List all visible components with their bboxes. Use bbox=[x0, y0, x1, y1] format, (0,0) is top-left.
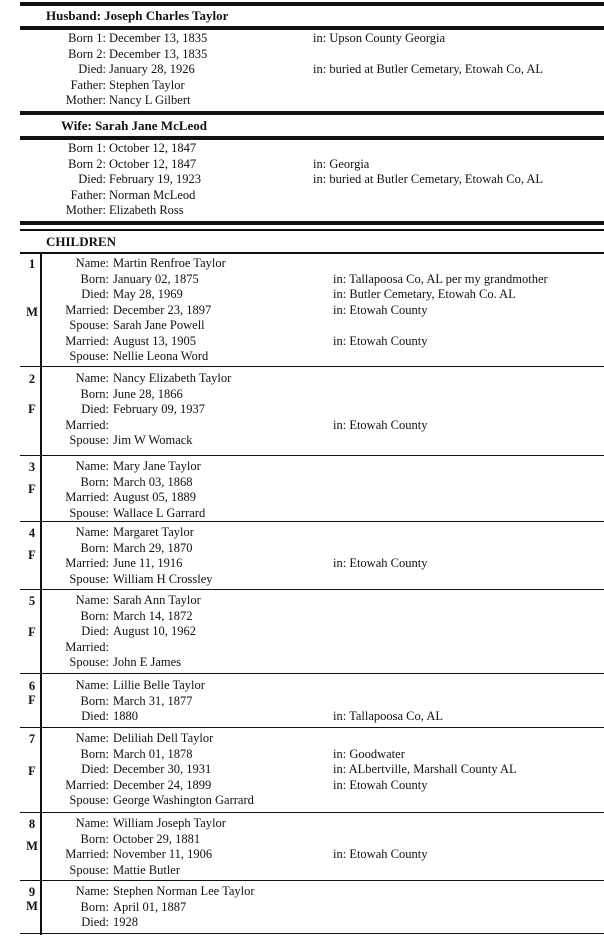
fact-row bbox=[20, 272, 604, 288]
fact-value: Nancy Elizabeth Taylor bbox=[113, 371, 232, 385]
fact-row bbox=[0, 31, 604, 47]
fact-row bbox=[20, 556, 604, 572]
fact-row bbox=[20, 303, 604, 319]
fact-label: Died: bbox=[81, 762, 109, 776]
fact-value: May 28, 1969 bbox=[113, 287, 183, 301]
fact-value: Mary Jane Taylor bbox=[113, 459, 201, 473]
child-entry bbox=[20, 813, 604, 881]
fact-row bbox=[20, 847, 604, 863]
fact-row bbox=[20, 402, 604, 418]
fact-row bbox=[20, 816, 604, 832]
child-entry bbox=[20, 675, 604, 728]
fact-value: August 13, 1905 bbox=[113, 333, 196, 348]
fact-place: in: Tallapoosa Co, AL per my grandmother bbox=[333, 271, 548, 286]
fact-place: in: Etowah County bbox=[333, 302, 428, 317]
fact-label: Married: bbox=[65, 777, 109, 792]
fact-value: August 05, 1889 bbox=[113, 490, 196, 504]
fact-label: Name: bbox=[75, 884, 109, 898]
fact-label: Name: bbox=[75, 371, 109, 385]
fact-label: Spouse: bbox=[69, 793, 109, 807]
fact-row bbox=[20, 640, 604, 656]
fact-label: Died: bbox=[78, 172, 106, 186]
fact-row bbox=[20, 678, 604, 694]
fact-row bbox=[20, 459, 604, 475]
fact-row bbox=[20, 490, 604, 506]
husband-name: Joseph Charles Taylor bbox=[104, 8, 229, 23]
fact-row bbox=[20, 609, 604, 625]
fact-place: in: Etowah County bbox=[333, 847, 428, 861]
fact-value: June 11, 1916 bbox=[113, 556, 183, 570]
fact-value: William H Crossley bbox=[113, 571, 213, 586]
fact-row bbox=[20, 541, 604, 557]
fact-row bbox=[0, 47, 604, 63]
fact-label: Born: bbox=[80, 386, 109, 401]
fact-row bbox=[20, 900, 604, 916]
fact-row bbox=[20, 694, 604, 710]
fact-label: Name: bbox=[75, 816, 109, 830]
wife-name: Sarah Jane McLeod bbox=[95, 118, 208, 133]
fact-place: in: ALbertville, Marshall County AL bbox=[333, 762, 517, 776]
fact-label: Married: bbox=[65, 639, 109, 654]
fact-row bbox=[20, 731, 604, 747]
fact-label: Spouse: bbox=[69, 862, 109, 877]
child-entry bbox=[20, 253, 604, 367]
fact-label: Born: bbox=[80, 746, 109, 761]
child-number: 4 bbox=[28, 526, 36, 540]
fact-value: Sarah Jane Powell bbox=[113, 318, 205, 332]
fact-value: March 14, 1872 bbox=[113, 608, 193, 623]
fact-place: in: Georgia bbox=[313, 156, 370, 171]
fact-place: in: Butler Cemetary, Etowah Co. AL bbox=[333, 287, 516, 301]
fact-row bbox=[20, 655, 604, 671]
fact-label: Spouse: bbox=[69, 349, 109, 363]
fact-place: in: Etowah County bbox=[333, 333, 428, 348]
section-rule bbox=[20, 136, 604, 140]
fact-value: 1928 bbox=[113, 915, 138, 929]
child-sex: M bbox=[26, 305, 38, 319]
fact-place: in: Goodwater bbox=[333, 746, 405, 761]
fact-row bbox=[0, 172, 604, 188]
fact-label: Spouse: bbox=[69, 433, 109, 447]
fact-value: June 28, 1866 bbox=[113, 386, 183, 401]
fact-row bbox=[0, 78, 604, 94]
fact-label: Died: bbox=[81, 915, 109, 929]
fact-label: Spouse: bbox=[69, 505, 109, 520]
fact-value: March 29, 1870 bbox=[113, 540, 193, 555]
fact-value: Stephen Taylor bbox=[109, 77, 185, 92]
fact-value: January 28, 1926 bbox=[109, 62, 195, 76]
wife-header bbox=[61, 118, 207, 134]
fact-row bbox=[20, 884, 604, 900]
fact-value: March 03, 1868 bbox=[113, 474, 193, 489]
child-sex: F bbox=[28, 693, 36, 707]
fact-value: Lillie Belle Taylor bbox=[113, 678, 205, 692]
child-sex: F bbox=[28, 402, 36, 416]
husband-header bbox=[46, 8, 228, 24]
wife-header-label: Wife: bbox=[61, 118, 92, 133]
fact-row bbox=[0, 62, 604, 78]
fact-label: Mother: bbox=[65, 203, 106, 217]
fact-value: Wallace L Garrard bbox=[113, 505, 206, 520]
child-number: 6 bbox=[28, 679, 36, 693]
fact-row bbox=[20, 371, 604, 387]
child-sex: M bbox=[26, 899, 38, 913]
fact-row bbox=[20, 287, 604, 303]
fact-label: Married: bbox=[65, 847, 109, 861]
fact-place: in: Etowah County bbox=[333, 556, 428, 570]
section-rule bbox=[20, 221, 604, 225]
fact-label: Died: bbox=[81, 287, 109, 301]
fact-value: April 01, 1887 bbox=[113, 899, 187, 914]
fact-label: Married: bbox=[65, 333, 109, 348]
fact-value: January 02, 1875 bbox=[113, 271, 199, 286]
fact-row bbox=[20, 593, 604, 609]
fact-place: in: Etowah County bbox=[333, 777, 428, 792]
fact-value: Norman McLeod bbox=[109, 187, 196, 202]
fact-value: November 11, 1906 bbox=[113, 847, 213, 861]
fact-row bbox=[20, 506, 604, 522]
fact-label: Mother: bbox=[65, 93, 106, 107]
fact-value: December 23, 1897 bbox=[113, 302, 212, 317]
child-number: 8 bbox=[28, 817, 36, 831]
section-rule bbox=[20, 2, 604, 6]
fact-row bbox=[20, 318, 604, 334]
fact-value: October 29, 1881 bbox=[113, 831, 201, 846]
fact-label: Married: bbox=[65, 556, 109, 570]
child-sex: F bbox=[28, 482, 36, 496]
child-number: 3 bbox=[28, 460, 36, 474]
child-sex: F bbox=[28, 625, 36, 639]
fact-row bbox=[0, 93, 604, 109]
fact-row bbox=[0, 141, 604, 157]
fact-value: Nellie Leona Word bbox=[113, 349, 209, 363]
fact-label: Born 1: bbox=[68, 141, 106, 155]
child-entry bbox=[20, 590, 604, 674]
child-number: 2 bbox=[28, 372, 36, 386]
child-entry bbox=[20, 728, 604, 813]
fact-row bbox=[20, 778, 604, 794]
fact-value: Jim W Womack bbox=[113, 433, 193, 447]
fact-place: in: Etowah County bbox=[333, 417, 428, 432]
fact-value: Martin Renfroe Taylor bbox=[113, 256, 226, 270]
fact-label: Name: bbox=[75, 731, 109, 745]
fact-label: Died: bbox=[81, 402, 109, 416]
fact-place: in: buried at Butler Cemetary, Etowah Co, AL bbox=[313, 172, 544, 186]
child-number: 9 bbox=[28, 885, 36, 899]
fact-value: George Washington Garrard bbox=[113, 793, 254, 807]
fact-label: Father: bbox=[70, 187, 106, 202]
fact-row bbox=[20, 747, 604, 763]
fact-label: Born: bbox=[80, 271, 109, 286]
fact-value: Sarah Ann Taylor bbox=[113, 593, 201, 607]
fact-label: Died: bbox=[81, 624, 109, 638]
fact-label: Married: bbox=[65, 490, 109, 504]
fact-row bbox=[20, 433, 604, 449]
fact-value: 1880 bbox=[113, 709, 138, 723]
fact-place: in: Upson County Georgia bbox=[313, 31, 446, 45]
fact-label: Name: bbox=[75, 525, 109, 539]
fact-row bbox=[20, 475, 604, 491]
fact-label: Father: bbox=[70, 77, 106, 92]
fact-row bbox=[0, 188, 604, 204]
fact-label: Born: bbox=[80, 831, 109, 846]
fact-place: in: buried at Butler Cemetary, Etowah Co, AL bbox=[313, 62, 544, 76]
fact-value: February 19, 1923 bbox=[109, 172, 201, 186]
child-entry bbox=[20, 368, 604, 456]
fact-value: William Joseph Taylor bbox=[113, 816, 226, 830]
fact-label: Born: bbox=[80, 474, 109, 489]
fact-label: Married: bbox=[65, 417, 109, 432]
fact-label: Name: bbox=[75, 678, 109, 692]
child-entry bbox=[20, 456, 604, 522]
fact-value: December 13, 1835 bbox=[109, 46, 208, 61]
section-rule bbox=[20, 229, 604, 231]
child-number: 1 bbox=[28, 257, 36, 271]
fact-row bbox=[20, 624, 604, 640]
fact-value: October 12, 1847 bbox=[109, 156, 197, 171]
fact-value: Deliliah Dell Taylor bbox=[113, 731, 214, 745]
fact-value: Elizabeth Ross bbox=[109, 203, 184, 217]
child-entry bbox=[20, 881, 604, 934]
fact-row bbox=[0, 203, 604, 219]
fact-row bbox=[20, 525, 604, 541]
fact-value: Nancy L Gilbert bbox=[109, 93, 191, 107]
fact-row bbox=[20, 572, 604, 588]
fact-label: Born: bbox=[80, 899, 109, 914]
fact-row bbox=[20, 256, 604, 272]
fact-row bbox=[20, 793, 604, 809]
section-rule bbox=[20, 111, 604, 115]
fact-label: Born: bbox=[80, 540, 109, 555]
fact-label: Married: bbox=[65, 302, 109, 317]
fact-label: Name: bbox=[75, 256, 109, 270]
fact-label: Spouse: bbox=[69, 655, 109, 669]
fact-value: John E James bbox=[113, 655, 182, 669]
child-entry bbox=[20, 522, 604, 590]
fact-value: Stephen Norman Lee Taylor bbox=[113, 884, 255, 898]
fact-value: December 24, 1899 bbox=[113, 777, 212, 792]
fact-label: Spouse: bbox=[69, 318, 109, 332]
fact-row bbox=[20, 709, 604, 725]
fact-label: Name: bbox=[75, 459, 109, 473]
fact-label: Name: bbox=[75, 593, 109, 607]
fact-label: Born 1: bbox=[68, 31, 106, 45]
child-sex: F bbox=[28, 548, 36, 562]
fact-row bbox=[20, 832, 604, 848]
fact-row bbox=[20, 334, 604, 350]
fact-value: August 10, 1962 bbox=[113, 624, 196, 638]
children-title: CHILDREN bbox=[46, 234, 117, 249]
fact-value: February 09, 1937 bbox=[113, 402, 205, 416]
fact-row bbox=[0, 157, 604, 173]
fact-value: December 13, 1835 bbox=[109, 31, 208, 45]
fact-row bbox=[20, 387, 604, 403]
child-number: 7 bbox=[28, 732, 36, 746]
child-sex: F bbox=[28, 764, 36, 778]
fact-place: in: Tallapoosa Co, AL bbox=[333, 709, 443, 723]
fact-label: Died: bbox=[78, 62, 106, 76]
fact-label: Born 2: bbox=[68, 156, 106, 171]
fact-value: March 31, 1877 bbox=[113, 693, 193, 708]
fact-value: Mattie Butler bbox=[113, 862, 180, 877]
fact-value: October 12, 1847 bbox=[109, 141, 197, 155]
fact-value: December 30, 1931 bbox=[113, 762, 212, 776]
husband-header-label: Husband: bbox=[46, 8, 101, 23]
fact-label: Spouse: bbox=[69, 571, 109, 586]
fact-row bbox=[20, 863, 604, 879]
fact-row bbox=[20, 418, 604, 434]
fact-row bbox=[20, 915, 604, 931]
fact-row bbox=[20, 349, 604, 365]
fact-label: Born: bbox=[80, 608, 109, 623]
child-sex: M bbox=[26, 839, 38, 853]
section-rule bbox=[20, 26, 604, 30]
fact-label: Born: bbox=[80, 693, 109, 708]
fact-label: Born 2: bbox=[68, 46, 106, 61]
fact-value: Margaret Taylor bbox=[113, 525, 194, 539]
child-number: 5 bbox=[28, 594, 36, 608]
fact-value: March 01, 1878 bbox=[113, 746, 193, 761]
fact-row bbox=[20, 762, 604, 778]
fact-label: Died: bbox=[81, 709, 109, 723]
